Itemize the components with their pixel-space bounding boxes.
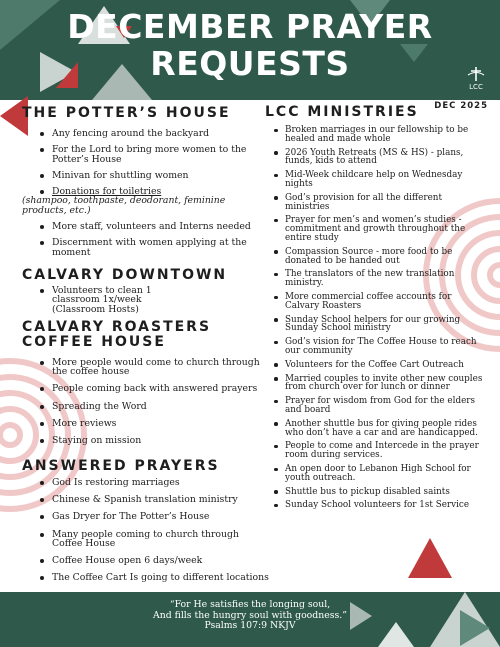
list-item: Prayer for wisdom from God for the elders and board	[265, 397, 487, 415]
list-item: Mid-Week childcare help on Wednesday nights	[265, 171, 487, 189]
list-item: The Coffee Cart Is going to different locations	[22, 573, 272, 582]
list-item: Staying on mission	[22, 436, 272, 445]
list-item: God Is restoring marriages	[22, 478, 272, 487]
list-item: Prayer for men’s and women’s studies - commitment and growth throughout the entire study	[265, 216, 487, 242]
list-item: Spreading the Word	[22, 402, 272, 411]
decor-triangle	[408, 538, 452, 578]
calvary-downtown-list	[22, 286, 272, 314]
quote-line: And fills the hungry soul with goodness.”	[153, 609, 347, 621]
header-banner	[0, 0, 500, 100]
title-line: REQUESTS	[150, 44, 350, 83]
potters-house-list	[22, 129, 272, 257]
list-item: Volunteers for the Coffee Cart Outreach	[265, 361, 487, 370]
quote-line: “For He satisfies the longing soul,	[169, 599, 331, 610]
list-item: Discernment with women applying at the moment	[22, 238, 272, 257]
right-column	[265, 105, 487, 510]
list-item: More staff, volunteers and Interns needed	[22, 222, 272, 231]
list-item: Volunteers to clean 1 classroom 1x/week (Classroom Hosts)	[22, 286, 272, 314]
list-item: Gas Dryer for The Potter’s House	[22, 512, 272, 521]
list-item: God’s provision for all the different ministries	[265, 194, 487, 212]
scripture-quote	[0, 600, 500, 632]
cross-icon	[466, 66, 486, 82]
list-item: God’s vision for The Coffee House to reach our community	[265, 338, 487, 356]
roasters-list	[22, 358, 272, 446]
list-item: Married couples to invite other new couples from church over for lunch or dinner	[265, 375, 487, 393]
list-item: More people would come to church through the coffee house	[22, 358, 272, 377]
section-heading: CALVARY DOWNTOWN	[22, 266, 228, 283]
heading-line: CALVARY ROASTERS	[22, 318, 212, 335]
list-item-text: Donations for toiletries	[52, 186, 162, 198]
list-item: For the Lord to bring more women to the Potter’s House	[22, 145, 272, 164]
list-item: People to come and Intercede in the prayer room during services.	[265, 442, 487, 460]
list-item: Another shuttle bus for giving people rides who don’t have a car and are handicapped.	[265, 420, 487, 438]
list-item	[22, 187, 272, 215]
list-item: More commercial coffee accounts for Calvary Roasters	[265, 293, 487, 311]
date-label: DEC 2025	[434, 101, 488, 111]
list-item: People coming back with answered prayers	[22, 384, 272, 393]
list-item: Minivan for shuttling women	[22, 171, 272, 180]
quote-reference: Psalms 107:9 NKJV	[204, 620, 296, 631]
list-item: Any fencing around the backyard	[22, 129, 272, 138]
list-item: An open door to Lebanon High School for youth outreach.	[265, 465, 487, 483]
heading-line: COFFEE HOUSE	[22, 333, 166, 350]
section-heading: THE POTTER’S HOUSE	[22, 105, 231, 121]
section-heading: LCC MINISTRIES	[265, 104, 419, 120]
section-heading	[22, 320, 272, 350]
lcc-ministries-list	[265, 126, 487, 510]
list-item: 2026 Youth Retreats (MS & HS) - plans, funds, kids to attend	[265, 149, 487, 167]
section-heading: ANSWERED PRAYERS	[22, 457, 220, 474]
page-title	[0, 8, 500, 82]
list-item: Sunday School volunteers for 1st Service	[265, 501, 487, 510]
list-item: The translators of the new translation ministry.	[265, 270, 487, 288]
list-item: Chinese & Spanish translation ministry	[22, 495, 272, 504]
list-item: Coffee House open 6 days/week	[22, 556, 272, 565]
list-item-detail: (shampoo, toothpaste, deodorant, feminine products, etc.)	[22, 195, 226, 216]
answered-prayers-list	[22, 478, 272, 583]
list-item: Sunday School helpers for our growing Sunday School ministry	[265, 316, 487, 334]
list-item: Shuttle bus to pickup disabled saints	[265, 488, 487, 497]
logo-text: LCC	[469, 83, 483, 91]
footer-banner	[0, 592, 500, 647]
church-logo	[462, 66, 490, 91]
list-item: Compassion Source - more food to be donated to be handed out	[265, 248, 487, 266]
title-line: DECEMBER PRAYER	[67, 7, 433, 46]
list-item: Many people coming to church through Coffee House	[22, 530, 272, 549]
left-column	[22, 106, 272, 583]
list-item: More reviews	[22, 419, 272, 428]
list-item: Broken marriages in our fellowship to be healed and made whole	[265, 126, 487, 144]
